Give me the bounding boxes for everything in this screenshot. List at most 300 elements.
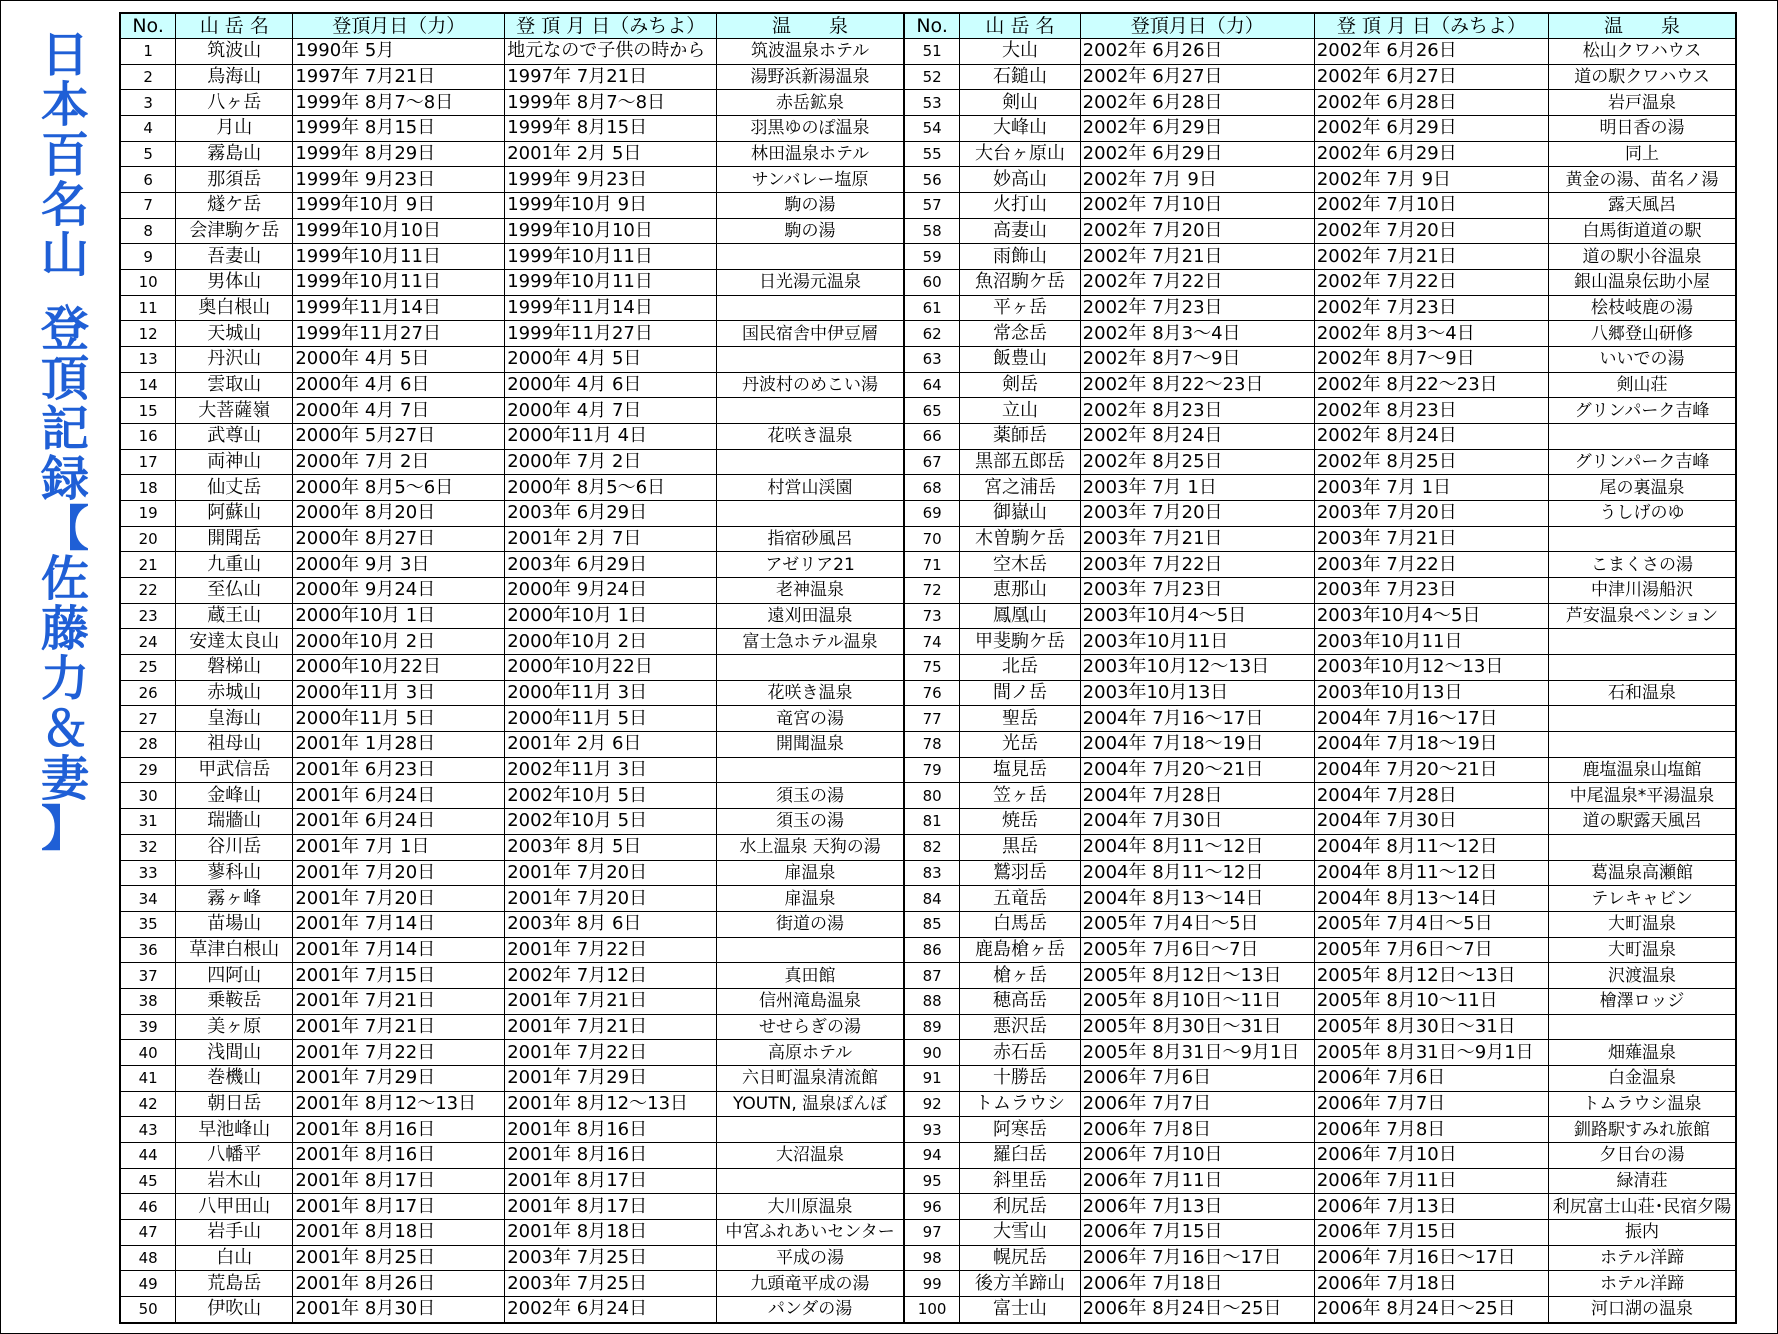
cell-onsen: 筑波温泉ホテル	[717, 39, 904, 65]
cell-onsen: トムラウシ温泉	[1549, 1091, 1736, 1117]
cell-onsen: 明日香の湯	[1549, 116, 1736, 142]
cell-onsen: 湯野浜新湯温泉	[717, 64, 904, 90]
cell-mountain-name: 岩木山	[176, 1168, 293, 1194]
cell-onsen: 扉温泉	[717, 860, 904, 886]
cell-date-michiyo: 2000年 4月 5日	[505, 347, 717, 373]
cell-date-michiyo: 2003年10月13日	[1314, 680, 1548, 706]
cell-date-michiyo: 1999年10月 9日	[505, 193, 717, 219]
cell-date-chikara: 1999年 8月29日	[293, 141, 505, 167]
cell-onsen: 大沼温泉	[717, 1142, 904, 1168]
cell-date-chikara: 1999年10月 9日	[293, 193, 505, 219]
cell-date-chikara: 2005年 8月12日〜13日	[1080, 963, 1314, 989]
cell-date-michiyo: 2002年 7月22日	[1314, 270, 1548, 296]
cell-date-michiyo: 2000年10月 2日	[505, 629, 717, 655]
cell-onsen: 白馬街道道の駅	[1549, 218, 1736, 244]
cell-date-michiyo: 1999年 9月23日	[505, 167, 717, 193]
cell-mountain-name: 武尊山	[176, 424, 293, 450]
cell-mountain-name: 草津白根山	[176, 937, 293, 963]
cell-no: 54	[904, 116, 960, 142]
cell-no: 81	[904, 809, 960, 835]
cell-date-michiyo: 2004年 7月18〜19日	[1314, 732, 1548, 758]
cell-date-chikara: 2003年 7月 1日	[1080, 475, 1314, 501]
cell-onsen	[717, 295, 904, 321]
cell-mountain-name: 大峰山	[960, 116, 1080, 142]
cell-no: 64	[904, 372, 960, 398]
cell-no: 76	[904, 680, 960, 706]
cell-no: 24	[120, 629, 176, 655]
cell-date-chikara: 2003年10月11日	[1080, 629, 1314, 655]
table-row	[120, 1168, 1736, 1194]
table-row	[120, 783, 1736, 809]
cell-onsen: 八郷登山研修	[1549, 321, 1736, 347]
cell-onsen: 白金温泉	[1549, 1065, 1736, 1091]
cell-no: 92	[904, 1091, 960, 1117]
cell-date-michiyo: 2001年 8月18日	[505, 1219, 717, 1245]
cell-mountain-name: 開聞岳	[176, 526, 293, 552]
cell-no: 4	[120, 116, 176, 142]
cell-date-michiyo: 2005年 7月4日〜5日	[1314, 911, 1548, 937]
cell-date-chikara: 2001年 8月12〜13日	[293, 1091, 505, 1117]
cell-no: 77	[904, 706, 960, 732]
cell-date-chikara: 1999年10月11日	[293, 270, 505, 296]
cell-date-chikara: 2000年 4月 6日	[293, 372, 505, 398]
cell-date-chikara: 1999年11月14日	[293, 295, 505, 321]
cell-mountain-name: 笠ヶ岳	[960, 783, 1080, 809]
cell-mountain-name: 大山	[960, 39, 1080, 65]
cell-no: 19	[120, 501, 176, 527]
table-row	[120, 218, 1736, 244]
cell-mountain-name: 磐梯山	[176, 655, 293, 681]
cell-no: 68	[904, 475, 960, 501]
cell-date-michiyo: 2005年 8月12日〜13日	[1314, 963, 1548, 989]
cell-date-michiyo: 2006年 7月18日	[1314, 1271, 1548, 1297]
cell-date-michiyo: 2000年 7月 2日	[505, 449, 717, 475]
cell-no: 36	[120, 937, 176, 963]
cell-onsen: 中宮ふれあいセンター	[717, 1219, 904, 1245]
cell-mountain-name: 大台ヶ原山	[960, 141, 1080, 167]
cell-no: 23	[120, 603, 176, 629]
cell-onsen	[1549, 655, 1736, 681]
cell-onsen: 六日町温泉清流館	[717, 1065, 904, 1091]
cell-onsen	[1549, 834, 1736, 860]
cell-mountain-name: 火打山	[960, 193, 1080, 219]
cell-mountain-name: 槍ヶ岳	[960, 963, 1080, 989]
cell-date-michiyo: 2003年 6月29日	[505, 552, 717, 578]
cell-mountain-name: 苗場山	[176, 911, 293, 937]
cell-mountain-name: 筑波山	[176, 39, 293, 65]
cell-mountain-name: 木曽駒ケ岳	[960, 526, 1080, 552]
cell-no: 55	[904, 141, 960, 167]
title-char: 名	[40, 177, 89, 233]
cell-no: 94	[904, 1142, 960, 1168]
header-row	[120, 13, 1736, 39]
cell-mountain-name: 立山	[960, 398, 1080, 424]
cell-date-chikara: 2002年 7月21日	[1080, 244, 1314, 270]
header-mountain-name: 山 岳 名	[960, 13, 1080, 39]
cell-mountain-name: 那須岳	[176, 167, 293, 193]
cell-no: 32	[120, 834, 176, 860]
cell-no: 7	[120, 193, 176, 219]
cell-date-chikara: 2006年 7月11日	[1080, 1168, 1314, 1194]
cell-onsen: 剣山荘	[1549, 372, 1736, 398]
cell-date-chikara: 1990年 5月	[293, 39, 505, 65]
cell-onsen	[1549, 732, 1736, 758]
header-date-michiyo: 登 頂 月 日（みちよ）	[1314, 13, 1548, 39]
cell-mountain-name: 吾妻山	[176, 244, 293, 270]
cell-date-michiyo: 2004年 7月16〜17日	[1314, 706, 1548, 732]
cell-date-michiyo: 2006年 7月10日	[1314, 1142, 1548, 1168]
cell-date-chikara: 2000年 4月 7日	[293, 398, 505, 424]
cell-date-michiyo: 1999年 8月7〜8日	[505, 90, 717, 116]
cell-no: 57	[904, 193, 960, 219]
cell-date-chikara: 2001年 7月29日	[293, 1065, 505, 1091]
cell-mountain-name: トムラウシ	[960, 1091, 1080, 1117]
cell-no: 33	[120, 860, 176, 886]
cell-date-chikara: 2003年10月4〜5日	[1080, 603, 1314, 629]
cell-onsen	[1549, 629, 1736, 655]
cell-date-chikara: 2001年 6月23日	[293, 757, 505, 783]
cell-onsen: 信州滝島温泉	[717, 988, 904, 1014]
cell-onsen: 老神温泉	[717, 578, 904, 604]
cell-mountain-name: 高妻山	[960, 218, 1080, 244]
cell-mountain-name: 阿蘇山	[176, 501, 293, 527]
cell-no: 82	[904, 834, 960, 860]
table-row	[120, 270, 1736, 296]
cell-date-michiyo: 2001年 8月17日	[505, 1168, 717, 1194]
cell-date-michiyo: 2001年 8月16日	[505, 1117, 717, 1143]
cell-no: 51	[904, 39, 960, 65]
header-onsen: 温 泉	[717, 13, 904, 39]
table-row	[120, 963, 1736, 989]
cell-mountain-name: 巻機山	[176, 1065, 293, 1091]
cell-date-michiyo: 2002年 8月7〜9日	[1314, 347, 1548, 373]
cell-date-chikara: 2003年10月13日	[1080, 680, 1314, 706]
table-row	[120, 578, 1736, 604]
cell-mountain-name: 安達太良山	[176, 629, 293, 655]
cell-date-chikara: 2001年 8月16日	[293, 1117, 505, 1143]
table-row	[120, 680, 1736, 706]
cell-onsen	[717, 757, 904, 783]
table-row	[120, 424, 1736, 450]
cell-mountain-name: 甲武信岳	[176, 757, 293, 783]
cell-no: 27	[120, 706, 176, 732]
cell-no: 63	[904, 347, 960, 373]
cell-onsen: グリンパーク吉峰	[1549, 449, 1736, 475]
cell-date-michiyo: 2002年 8月25日	[1314, 449, 1548, 475]
cell-date-chikara: 2000年 8月5〜6日	[293, 475, 505, 501]
cell-date-michiyo: 2001年 2月 7日	[505, 526, 717, 552]
cell-mountain-name: 天城山	[176, 321, 293, 347]
cell-date-chikara: 2001年 8月26日	[293, 1271, 505, 1297]
cell-onsen: 日光湯元温泉	[717, 270, 904, 296]
cell-date-chikara: 2004年 7月20〜21日	[1080, 757, 1314, 783]
cell-date-chikara: 2000年10月 2日	[293, 629, 505, 655]
cell-date-michiyo: 2000年11月 5日	[505, 706, 717, 732]
cell-date-chikara: 2005年 7月6日〜7日	[1080, 937, 1314, 963]
vertical-title	[33, 27, 97, 857]
cell-onsen: 丹波村のめこい湯	[717, 372, 904, 398]
cell-mountain-name: 祖母山	[176, 732, 293, 758]
cell-no: 66	[904, 424, 960, 450]
cell-mountain-name: 斜里岳	[960, 1168, 1080, 1194]
table-row	[120, 655, 1736, 681]
table-row	[120, 64, 1736, 90]
cell-date-michiyo: 2006年 7月7日	[1314, 1091, 1548, 1117]
cell-mountain-name: 幌尻岳	[960, 1245, 1080, 1271]
cell-mountain-name: 朝日岳	[176, 1091, 293, 1117]
cell-onsen: 夕日台の湯	[1549, 1142, 1736, 1168]
cell-mountain-name: 甲斐駒ケ岳	[960, 629, 1080, 655]
cell-date-chikara: 2001年 7月15日	[293, 963, 505, 989]
cell-no: 87	[904, 963, 960, 989]
cell-date-chikara: 1999年 8月7〜8日	[293, 90, 505, 116]
cell-no: 42	[120, 1091, 176, 1117]
cell-date-chikara: 1999年11月27日	[293, 321, 505, 347]
cell-onsen	[1549, 706, 1736, 732]
cell-no: 52	[904, 64, 960, 90]
cell-onsen: 銀山温泉伝助小屋	[1549, 270, 1736, 296]
cell-date-michiyo: 2000年10月 1日	[505, 603, 717, 629]
cell-date-chikara: 2000年 8月27日	[293, 526, 505, 552]
cell-date-chikara: 2005年 8月30日〜31日	[1080, 1014, 1314, 1040]
cell-onsen: 釧路駅すみれ旅館	[1549, 1117, 1736, 1143]
cell-date-michiyo: 2001年 7月22日	[505, 1040, 717, 1066]
title-char: 山	[40, 227, 89, 283]
table-row	[120, 1142, 1736, 1168]
cell-onsen: 富士急ホテル温泉	[717, 629, 904, 655]
cell-onsen: 水上温泉 天狗の湯	[717, 834, 904, 860]
table-row	[120, 834, 1736, 860]
cell-no: 1	[120, 39, 176, 65]
header-no: No.	[120, 13, 176, 39]
cell-date-michiyo: 2001年 8月12〜13日	[505, 1091, 717, 1117]
cell-no: 15	[120, 398, 176, 424]
table-row	[120, 372, 1736, 398]
cell-mountain-name: 御嶽山	[960, 501, 1080, 527]
cell-mountain-name: 九重山	[176, 552, 293, 578]
cell-onsen: 檜澤ロッジ	[1549, 988, 1736, 1014]
cell-onsen: ホテル洋蹄	[1549, 1271, 1736, 1297]
cell-no: 20	[120, 526, 176, 552]
cell-no: 97	[904, 1219, 960, 1245]
cell-date-michiyo: 1997年 7月21日	[505, 64, 717, 90]
cell-onsen: 中津川湯船沢	[1549, 578, 1736, 604]
cell-onsen: 真田館	[717, 963, 904, 989]
cell-date-chikara: 2006年 7月16日〜17日	[1080, 1245, 1314, 1271]
cell-mountain-name: 剣岳	[960, 372, 1080, 398]
cell-no: 2	[120, 64, 176, 90]
cell-date-michiyo: 2004年 7月30日	[1314, 809, 1548, 835]
title-char: 佐	[40, 551, 89, 607]
cell-mountain-name: 塩見岳	[960, 757, 1080, 783]
cell-mountain-name: 燧ケ岳	[176, 193, 293, 219]
cell-onsen	[717, 449, 904, 475]
cell-mountain-name: 浅間山	[176, 1040, 293, 1066]
cell-no: 85	[904, 911, 960, 937]
cell-no: 83	[904, 860, 960, 886]
cell-mountain-name: 会津駒ケ岳	[176, 218, 293, 244]
cell-date-chikara: 2001年 1月28日	[293, 732, 505, 758]
cell-onsen: 村営山渓園	[717, 475, 904, 501]
cell-mountain-name: 常念岳	[960, 321, 1080, 347]
cell-no: 25	[120, 655, 176, 681]
cell-date-michiyo: 2006年 7月8日	[1314, 1117, 1548, 1143]
cell-mountain-name: 間ノ岳	[960, 680, 1080, 706]
table-row	[120, 937, 1736, 963]
cell-date-michiyo: 2005年 8月31日〜9月1日	[1314, 1040, 1548, 1066]
cell-mountain-name: 蓼科山	[176, 860, 293, 886]
cell-date-michiyo: 2001年 2月 5日	[505, 141, 717, 167]
cell-date-michiyo: 2000年11月 4日	[505, 424, 717, 450]
cell-date-michiyo: 2001年 8月16日	[505, 1142, 717, 1168]
cell-date-michiyo: 2002年 7月10日	[1314, 193, 1548, 219]
cell-onsen: 高原ホテル	[717, 1040, 904, 1066]
cell-onsen: 竜宮の湯	[717, 706, 904, 732]
cell-date-chikara: 2006年 7月10日	[1080, 1142, 1314, 1168]
cell-no: 75	[904, 655, 960, 681]
cell-date-chikara: 2001年 6月24日	[293, 809, 505, 835]
cell-no: 86	[904, 937, 960, 963]
cell-mountain-name: 五竜岳	[960, 886, 1080, 912]
cell-onsen: 露天風呂	[1549, 193, 1736, 219]
cell-date-chikara: 2002年 7月10日	[1080, 193, 1314, 219]
cell-date-michiyo: 2000年11月 3日	[505, 680, 717, 706]
cell-no: 84	[904, 886, 960, 912]
cell-date-chikara: 2002年 8月22〜23日	[1080, 372, 1314, 398]
cell-date-chikara: 2004年 8月11〜12日	[1080, 860, 1314, 886]
cell-mountain-name: 雨飾山	[960, 244, 1080, 270]
cell-onsen: 大川原温泉	[717, 1194, 904, 1220]
cell-date-michiyo: 2000年10月22日	[505, 655, 717, 681]
cell-onsen: アゼリア21	[717, 552, 904, 578]
title-char: 】	[40, 801, 89, 857]
cell-mountain-name: 穂高岳	[960, 988, 1080, 1014]
cell-date-chikara: 2000年 8月20日	[293, 501, 505, 527]
cell-onsen: 道の駅クワハウス	[1549, 64, 1736, 90]
table-row	[120, 629, 1736, 655]
title-char: ＆	[40, 701, 89, 757]
cell-mountain-name: 薬師岳	[960, 424, 1080, 450]
cell-date-chikara: 2006年 7月6日	[1080, 1065, 1314, 1091]
cell-onsen: 利尻富士山荘･民宿夕陽	[1549, 1194, 1736, 1220]
table-row	[120, 193, 1736, 219]
cell-onsen: 葛温泉高瀬館	[1549, 860, 1736, 886]
cell-onsen: 遠刈田温泉	[717, 603, 904, 629]
cell-no: 60	[904, 270, 960, 296]
cell-mountain-name: 後方羊蹄山	[960, 1271, 1080, 1297]
cell-date-michiyo: 2006年 8月24日〜25日	[1314, 1296, 1548, 1323]
cell-mountain-name: 聖岳	[960, 706, 1080, 732]
cell-date-michiyo: 2002年 7月20日	[1314, 218, 1548, 244]
cell-date-chikara: 2002年 7月20日	[1080, 218, 1314, 244]
cell-date-michiyo: 1999年10月10日	[505, 218, 717, 244]
cell-onsen: 須玉の湯	[717, 783, 904, 809]
cell-date-chikara: 2005年 8月10日〜11日	[1080, 988, 1314, 1014]
table-row	[120, 552, 1736, 578]
cell-onsen: 開聞温泉	[717, 732, 904, 758]
cell-onsen: 国民宿舎中伊豆層	[717, 321, 904, 347]
cell-date-michiyo: 2003年10月11日	[1314, 629, 1548, 655]
cell-date-michiyo: 2006年 7月13日	[1314, 1194, 1548, 1220]
cell-mountain-name: 瑞牆山	[176, 809, 293, 835]
cell-date-michiyo: 1999年11月14日	[505, 295, 717, 321]
cell-mountain-name: 妙高山	[960, 167, 1080, 193]
cell-onsen: 黄金の湯、苗名ノ湯	[1549, 167, 1736, 193]
cell-mountain-name: 北岳	[960, 655, 1080, 681]
cell-no: 6	[120, 167, 176, 193]
cell-no: 22	[120, 578, 176, 604]
cell-date-chikara: 2002年 6月26日	[1080, 39, 1314, 65]
cell-no: 73	[904, 603, 960, 629]
cell-mountain-name: 至仏山	[176, 578, 293, 604]
header-date-chikara: 登頂月日（力）	[1080, 13, 1314, 39]
title-char: 録	[40, 451, 89, 507]
cell-onsen	[717, 1168, 904, 1194]
cell-date-michiyo: 2002年 8月3〜4日	[1314, 321, 1548, 347]
table-row	[120, 1296, 1736, 1323]
cell-date-michiyo: 2001年 7月29日	[505, 1065, 717, 1091]
cell-date-michiyo: 2002年 6月26日	[1314, 39, 1548, 65]
cell-mountain-name: 鹿島槍ヶ岳	[960, 937, 1080, 963]
cell-date-chikara: 2001年 8月17日	[293, 1194, 505, 1220]
table-body	[120, 39, 1736, 1324]
cell-mountain-name: 両神山	[176, 449, 293, 475]
cell-no: 5	[120, 141, 176, 167]
cell-date-chikara: 2001年 8月25日	[293, 1245, 505, 1271]
cell-no: 18	[120, 475, 176, 501]
table-row	[120, 347, 1736, 373]
table-row	[120, 911, 1736, 937]
cell-date-michiyo: 2002年 8月23日	[1314, 398, 1548, 424]
cell-date-michiyo: 2001年 7月22日	[505, 937, 717, 963]
cell-no: 31	[120, 809, 176, 835]
cell-mountain-name: 蔵王山	[176, 603, 293, 629]
cell-date-michiyo: 2004年 7月20〜21日	[1314, 757, 1548, 783]
cell-mountain-name: 空木岳	[960, 552, 1080, 578]
header-date-chikara: 登頂月日（力）	[293, 13, 505, 39]
cell-no: 48	[120, 1245, 176, 1271]
cell-no: 62	[904, 321, 960, 347]
cell-date-michiyo: 2004年 7月28日	[1314, 783, 1548, 809]
title-char: 百	[40, 127, 89, 183]
cell-date-chikara: 2001年 8月17日	[293, 1168, 505, 1194]
cell-date-chikara: 2002年 8月23日	[1080, 398, 1314, 424]
cell-onsen: 大町温泉	[1549, 937, 1736, 963]
cell-mountain-name: 利尻岳	[960, 1194, 1080, 1220]
cell-no: 9	[120, 244, 176, 270]
cell-date-chikara: 1999年 8月15日	[293, 116, 505, 142]
cell-date-michiyo: 2002年 6月29日	[1314, 141, 1548, 167]
cell-mountain-name: 阿寒岳	[960, 1117, 1080, 1143]
cell-onsen: 振内	[1549, 1219, 1736, 1245]
cell-date-michiyo: 2001年 7月20日	[505, 886, 717, 912]
cell-date-michiyo: 2000年 4月 7日	[505, 398, 717, 424]
cell-date-chikara: 2001年 7月 1日	[293, 834, 505, 860]
cell-no: 44	[120, 1142, 176, 1168]
cell-onsen: 道の駅小谷温泉	[1549, 244, 1736, 270]
cell-date-michiyo: 2002年 7月12日	[505, 963, 717, 989]
cell-date-chikara: 2000年 9月24日	[293, 578, 505, 604]
cell-no: 67	[904, 449, 960, 475]
cell-no: 40	[120, 1040, 176, 1066]
cell-onsen: 桧枝岐鹿の湯	[1549, 295, 1736, 321]
cell-date-chikara: 2003年 7月23日	[1080, 578, 1314, 604]
cell-onsen: 平成の湯	[717, 1245, 904, 1271]
cell-onsen	[717, 398, 904, 424]
cell-onsen	[717, 244, 904, 270]
cell-no: 45	[120, 1168, 176, 1194]
cell-date-michiyo: 2003年 7月21日	[1314, 526, 1548, 552]
